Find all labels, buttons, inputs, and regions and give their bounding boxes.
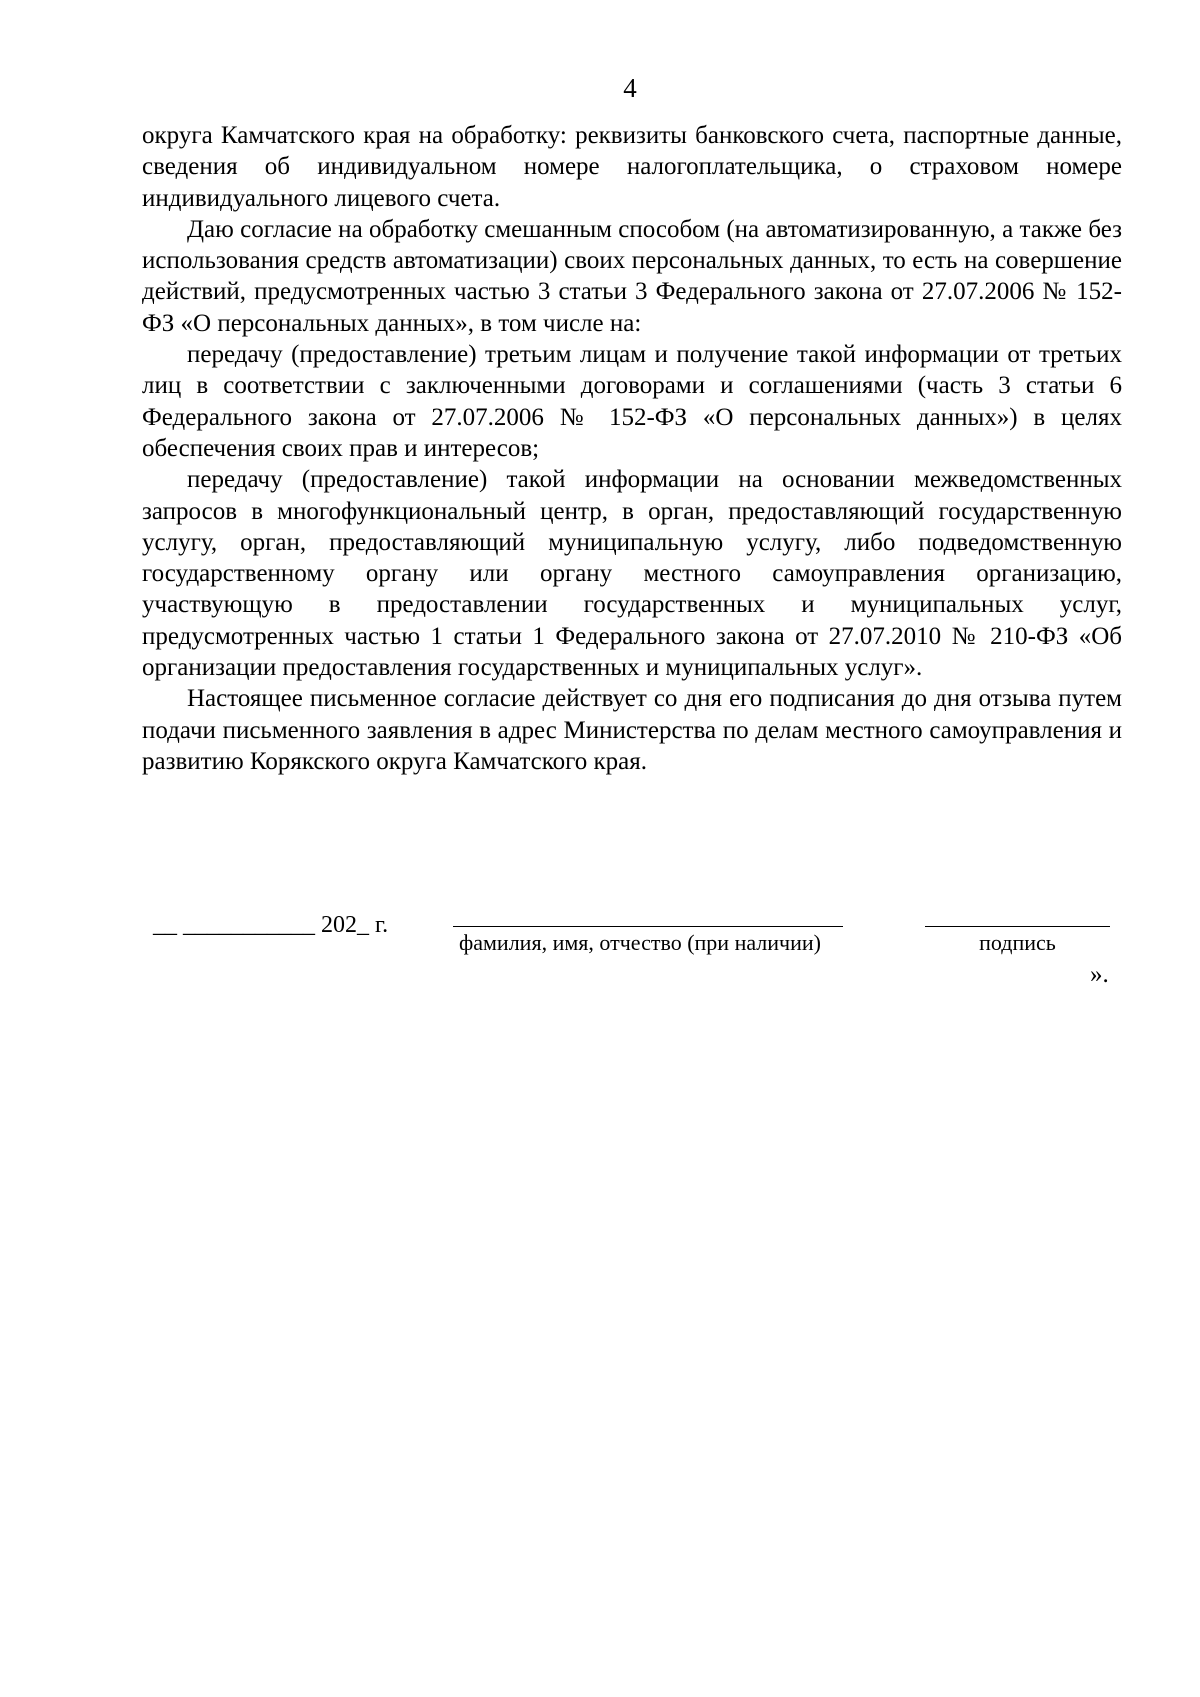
document-body (142, 120, 1122, 777)
paragraph-5: Настоящее письменное согласие действует со дня его подписания до дня отзыва путем подачи письменного заявления в адрес Министерства по делам местного самоуправления и развитию Корякского округа Камчатского края. (142, 685, 1122, 775)
paragraph-1: округа Камчатского края на обработку: реквизиты банковского счета, паспортные данные, сведения об индивидуальном номере налогоплательщика, о страховом номере индивидуального лицевого счета. (142, 122, 1122, 212)
signature-caption: подпись (979, 930, 1056, 955)
name-underline (453, 926, 843, 927)
paragraph-2: Даю согласие на обработку смешанным способом (на автоматизированную, а также без использования средств автоматизации) своих персональных данных, то есть на совершение действий, предусмотренных частью 3 статьи 3 Федерального закона от 27.07.2006 № 152-ФЗ «О персональных данных», в том числе на: (142, 215, 1122, 337)
signature-block (0, 910, 1200, 1020)
date-field: __ ___________ 202_ г. (153, 912, 389, 938)
closing-quote: ». (1090, 961, 1109, 988)
name-caption: фамилия, имя, отчество (при наличии) (458, 930, 821, 955)
page-number: 4 (623, 73, 637, 103)
signature-underline (925, 926, 1110, 927)
paragraph-3: передачу (предоставление) третьим лицам и получение такой информации от третьих лиц в соответствии с заключенными договорами и соглашениями (часть 3 статьи 6 Федерального закона от 27.07.2006 № 152-ФЗ «О персональных данных») в целях обеспечения своих прав и интересов; (142, 341, 1122, 462)
paragraph-4: передачу (предоставление) такой информации на основании межведомственных запросов в многофункциональный центр, в орган, предоставляющий государственную услугу, орган, предоставляющий муниципальную услугу, либо подведомственную государственному органу или органу местного самоуправления организацию, участвующую в предоставлении государственных и муниципальных услуг, предусмотренных частью 1 статьи 1 Федерального закона от 27.07.2010 № 210-ФЗ «Об организации предоставления государственных и муниципальных услуг». (142, 466, 1122, 682)
